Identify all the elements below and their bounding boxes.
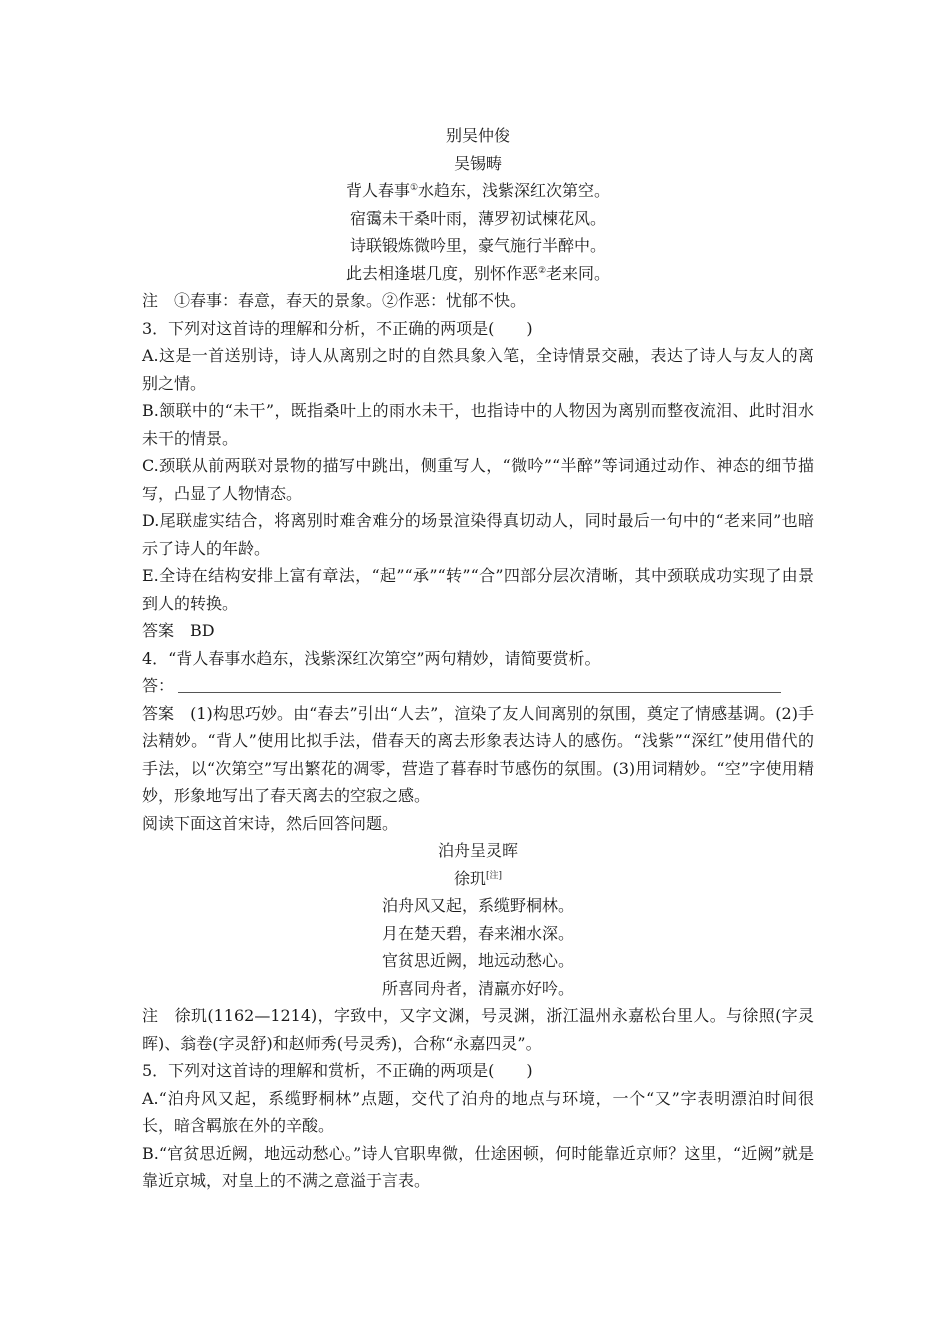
question-5-stem: 5．下列对这首诗的理解和赏析，不正确的两项是( ): [142, 1061, 533, 1080]
question-3-option-b: B.颔联中的“未干”，既指桑叶上的雨水未干，也指诗中的人物因为离别而整夜流泪、此时泪水未干的情景。: [142, 401, 814, 448]
poem1-author: 吴锡畴: [453, 153, 502, 173]
poem2-line: 月在楚天碧，春来湘水深。: [381, 923, 574, 943]
question-3-option-c: C.颈联从前两联对景物的描写中跳出，侧重写人，“微吟”“半醉”等词通过动作、神态的细节描写，凸显了人物情态。: [142, 456, 814, 503]
poem1-note: 注 ①春事：春意，春天的景象。②作恶：忧郁不快。: [142, 291, 527, 310]
poem2-title: 泊舟呈灵晖: [437, 841, 518, 860]
poem2-line: 官贫思近阙，地远动愁心。: [381, 951, 574, 970]
poem1-line: 背人春事①水趋东，浅紫深红次第空。: [345, 181, 611, 200]
question-5-option-a: A.“泊舟风又起，系缆野桐林”点题，交代了泊舟的地点与环境，一个“又”字表明漂泊时间很长，暗含羁旅在外的辛酸。: [142, 1088, 814, 1135]
question-3-option-e: E.全诗在结构安排上富有章法，“起”“承”“转”“合”四部分层次清晰，其中颈联成功实现了由景到人的转换。: [142, 566, 814, 613]
poem1-title: 别吴仲俊: [445, 126, 510, 145]
footnote-marker: ①: [409, 183, 419, 193]
question-4-answer-field: [142, 672, 814, 700]
footnote-marker: ②: [537, 265, 547, 276]
question-3-option-d: D.尾联虚实结合，将离别时难舍难分的场景渲染得真切动人，同时最后一句中的“老来同”也暗示了诗人的年龄。: [142, 511, 814, 558]
document-content: [142, 122, 814, 1195]
question-5-option-b: B.“官贫思近阙，地远动愁心。”诗人官职卑微，仕途困顿，何时能靠近京师？这里，“近阙”就是靠近京城，对皇上的不满之意溢于言表。: [142, 1143, 814, 1190]
question-3-answer: 答案 BD: [142, 621, 215, 640]
poem1-line: 诗联锻炼微吟里，豪气施行半醉中。: [349, 236, 606, 255]
reading-instruction: 阅读下面这首宋诗，然后回答问题。: [142, 813, 399, 833]
question-3-stem: 3．下列对这首诗的理解和分析，不正确的两项是( ): [142, 318, 533, 338]
question-4-answer: 答案 (1)构思巧妙。由“春去”引出“人去”，渲染了友人间离别的氛围，奠定了情感基调。(2)手法精妙。“背人”使用比拟手法，借春天的离去形象表达诗人的感伤。“浅紫”“深红”使用借代的手法，以“次第空”写出繁花的凋零，营造了暮春时节感伤的氛围。(3)用词精妙。“空”字使用精妙，形象地写出了春天离去的空寂之感。: [142, 703, 814, 805]
poem2-author: 徐玑[注]: [453, 868, 503, 888]
poem1-line: 此去相逢堪几度，别怀作恶②老来同。: [345, 263, 611, 283]
answer-blank-line[interactable]: [178, 676, 781, 693]
answer-prompt: 答：: [142, 676, 175, 695]
author-note-marker: [注]: [485, 870, 503, 881]
question-4-stem: 4．“背人春事水趋东，浅紫深红次第空”两句精妙，请简要赏析。: [142, 648, 601, 668]
poem2-line: 所喜同舟者，清羸亦好吟。: [381, 978, 574, 998]
poem2-note: 注 徐玑(1162—1214)，字致中，又字文渊，号灵渊，浙江温州永嘉松台里人。与徐照(字灵晖)、翁卷(字灵舒)和赵师秀(号灵秀)，合称“永嘉四灵”。: [142, 1006, 814, 1053]
poem2-line: 泊舟风又起，系缆野桐林。: [381, 896, 574, 915]
poem1-line: 宿霭未干桑叶雨，薄罗初试楝花风。: [349, 208, 606, 228]
question-3-option-a: A.这是一首送别诗，诗人从离别之时的自然具象入笔，全诗情景交融，表达了诗人与友人的离别之情。: [142, 346, 814, 393]
